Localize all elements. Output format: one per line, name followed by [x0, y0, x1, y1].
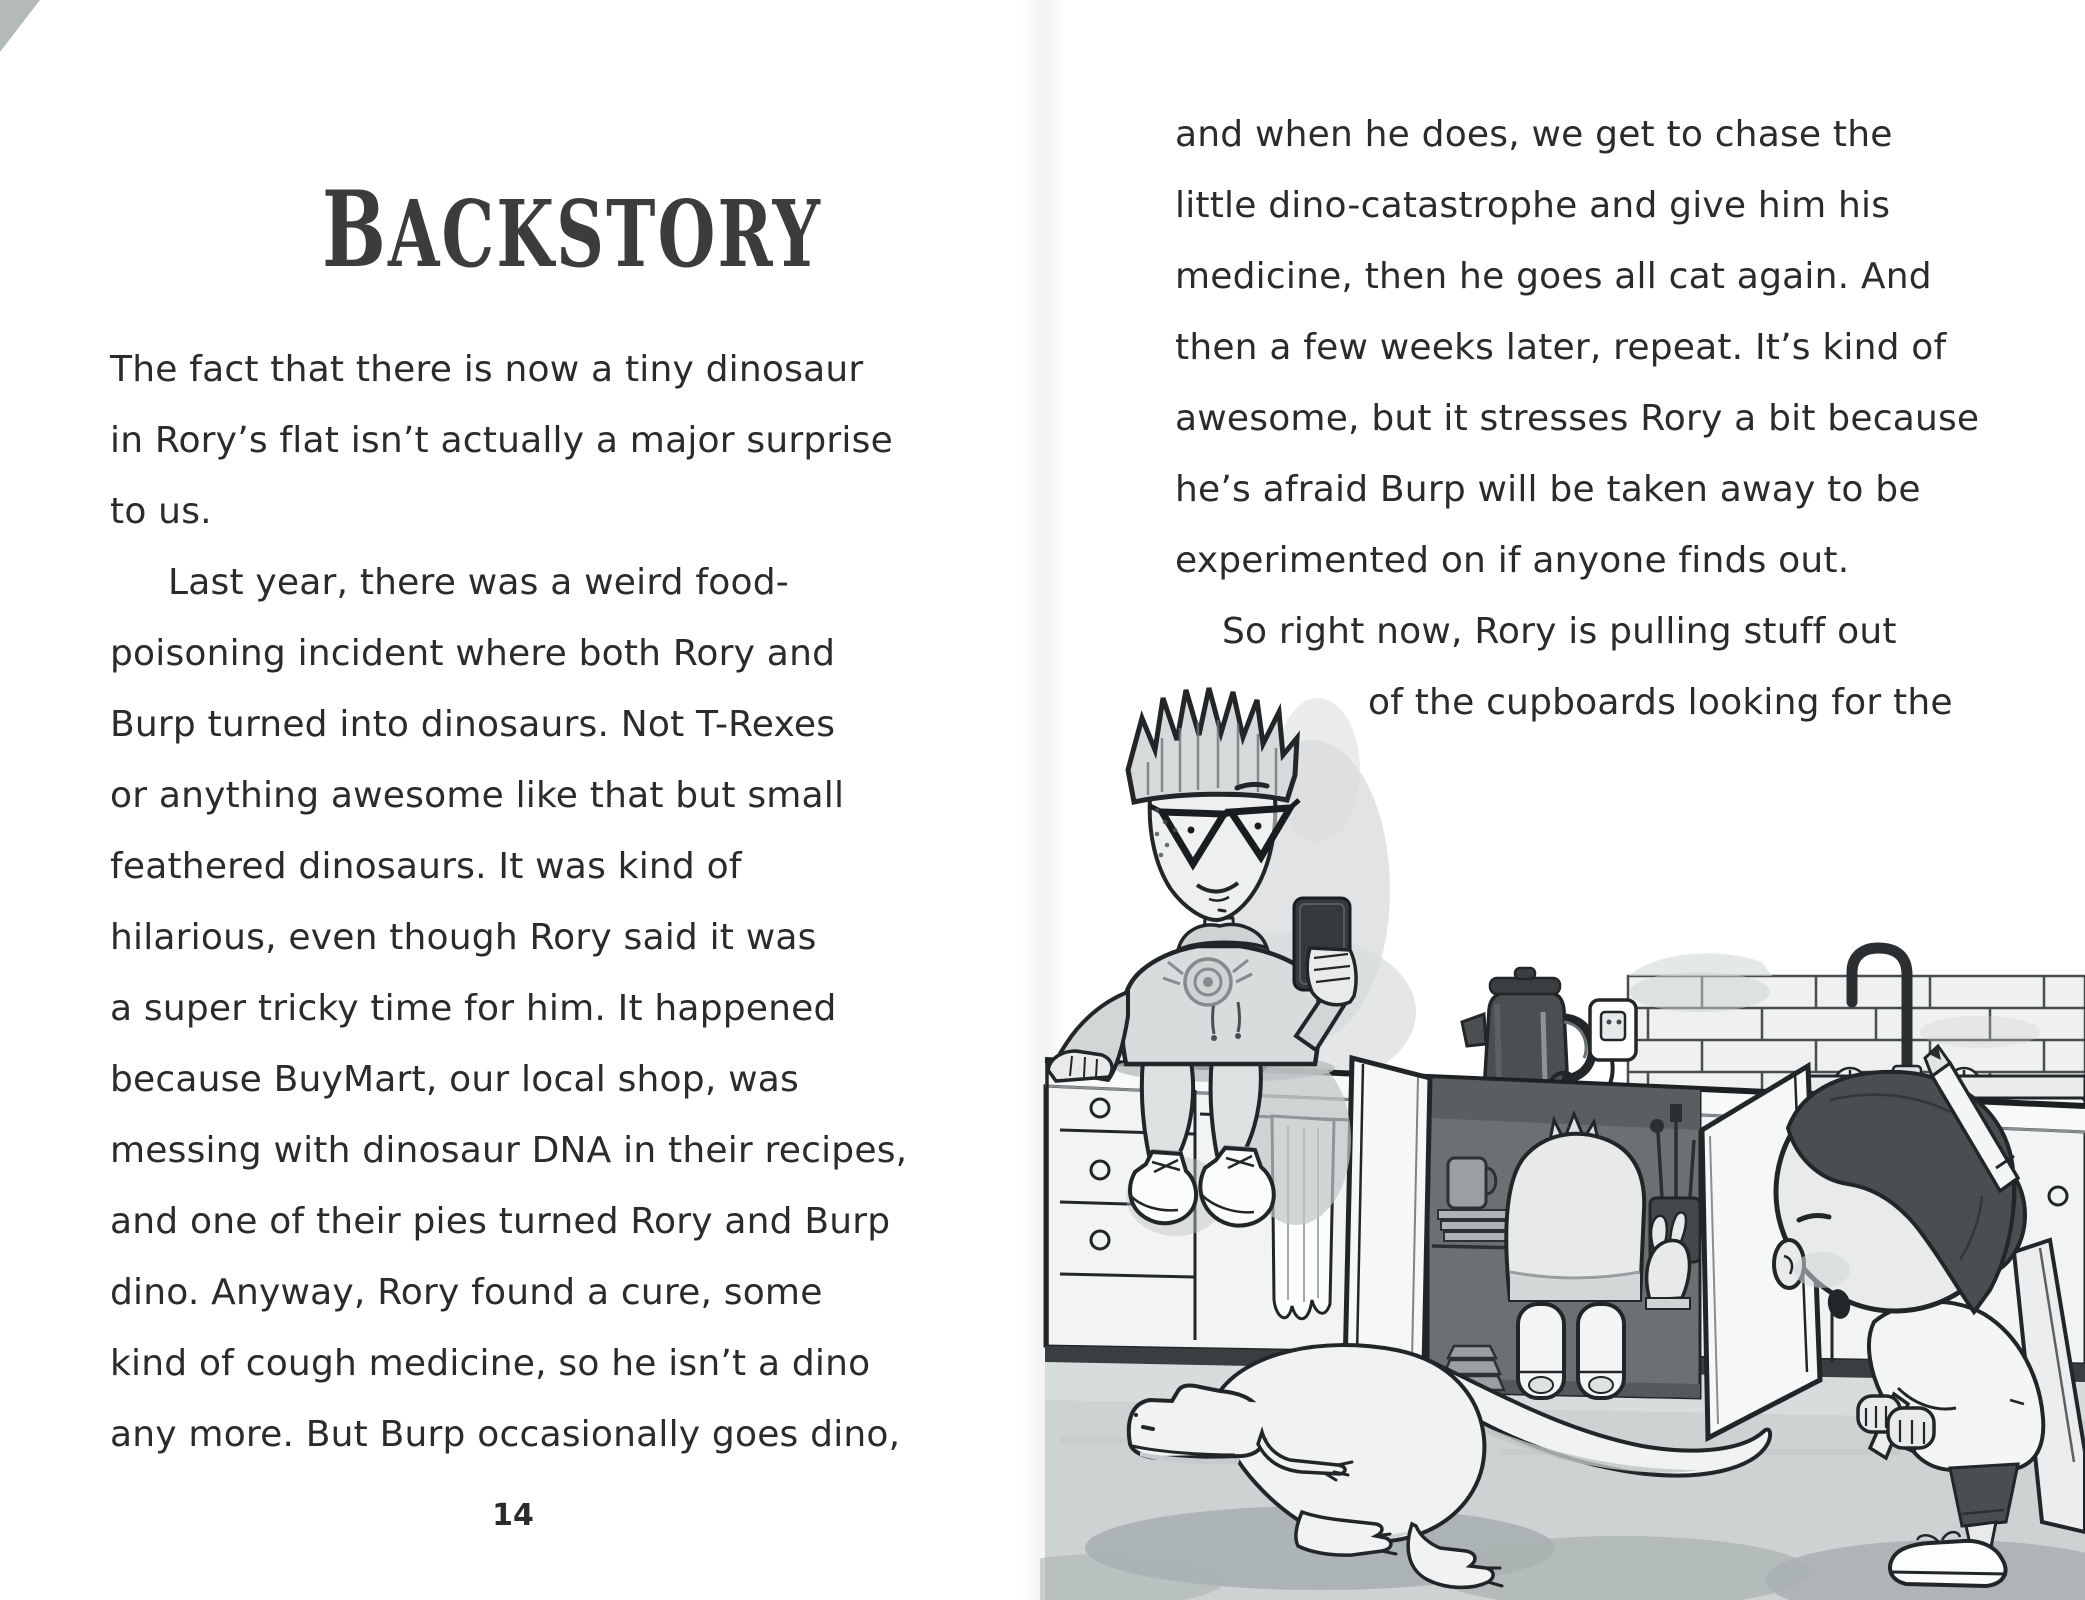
text-line: and when he does, we get to chase the: [1175, 114, 1893, 155]
left-hand: [1048, 1051, 1112, 1081]
text-line: awesome, but it stresses Rory a bit because: [1175, 398, 1980, 439]
scan-corner-shadow: [0, 0, 40, 52]
boy-shorts: [1950, 1464, 2018, 1526]
text-line: hilarious, even though Rory said it was: [110, 917, 817, 958]
text-line: because BuyMart, our local shop, was: [110, 1059, 799, 1100]
drawer-knob: [1091, 1231, 1109, 1249]
text-line: to us.: [110, 491, 212, 532]
drawer-knob: [1091, 1099, 1109, 1117]
text-line: or anything awesome like that but small: [110, 775, 845, 816]
text-line: in Rory’s flat isn’t actually a major surprise: [110, 420, 893, 461]
chapter-title-rest: ACKSTORY: [387, 180, 823, 288]
cupboard-interior: [1428, 1078, 1700, 1398]
text-line: a super tricky time for him. It happened: [110, 988, 837, 1029]
text-line-indented: Last year, there was a weird food-: [168, 562, 789, 603]
text-line: medicine, then he goes all cat again. And: [1175, 256, 1932, 297]
text-line: dino. Anyway, Rory found a cure, some: [110, 1272, 823, 1313]
kettle: [1462, 968, 1592, 1092]
text-line: The fact that there is now a tiny dinosaur: [110, 349, 864, 390]
chapter-title-initial: B: [322, 168, 388, 291]
text-line: kind of cough medicine, so he isn’t a dino: [110, 1343, 871, 1384]
text-line: then a few weeks later, repeat. It’s kind of: [1175, 327, 1947, 368]
cabinet-knob: [2049, 1187, 2067, 1205]
page-number: 14: [492, 1498, 534, 1533]
text-line: any more. But Burp occasionally goes dino,: [110, 1414, 901, 1455]
text-line-indented: So right now, Rory is pulling stuff out: [1222, 611, 1897, 652]
text-line: Burp turned into dinosaurs. Not T-Rexes: [110, 704, 836, 745]
kitchen-illustration: [1040, 640, 2085, 1600]
text-line-wrapped: of the cupboards looking for the: [1368, 682, 1953, 723]
boy-sneaker: [1890, 1541, 2005, 1586]
drawer-knob: [1091, 1161, 1109, 1179]
text-line: he’s afraid Burp will be taken away to be: [1175, 469, 1921, 510]
text-line: messing with dinosaur DNA in their recipes,: [110, 1130, 908, 1171]
text-line: experimented on if anyone finds out.: [1175, 540, 1850, 581]
hair-spikes: [1128, 688, 1297, 802]
chapter-title: [322, 168, 823, 291]
text-line: feathered dinosaurs. It was kind of: [110, 846, 742, 887]
text-line: and one of their pies turned Rory and Burp: [110, 1201, 891, 1242]
text-line: poisoning incident where both Rory and: [110, 633, 836, 674]
text-line: little dino-catastrophe and give him his: [1175, 185, 1891, 226]
